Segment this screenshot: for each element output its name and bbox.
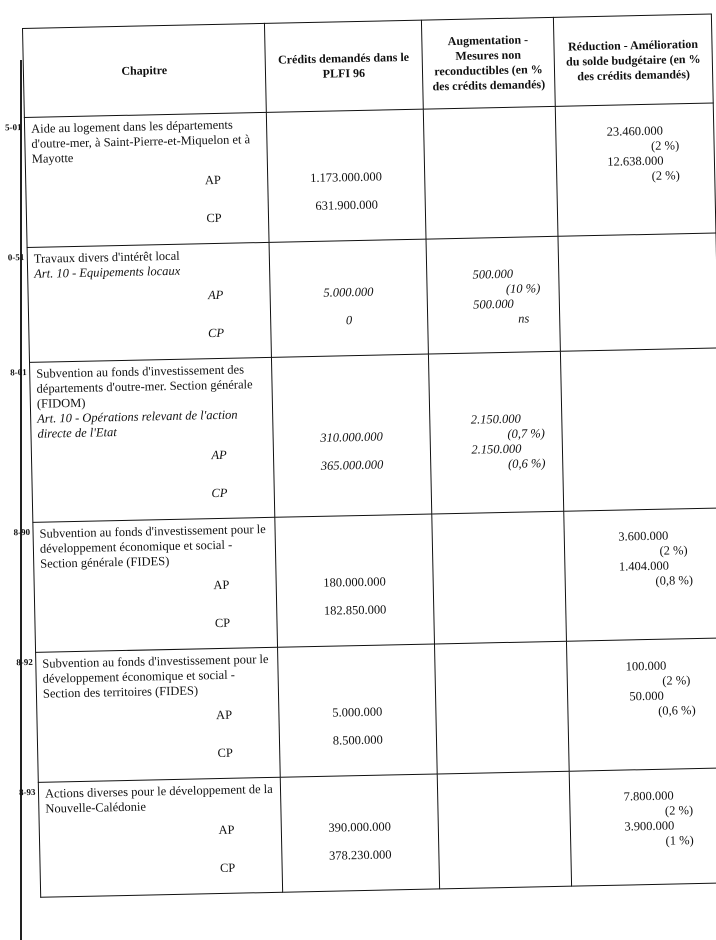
article-label: Art. 10 - Equipements locaux bbox=[34, 263, 181, 281]
aug-cp-pct: (0,6 %) bbox=[507, 456, 546, 471]
budget-table bbox=[4, 14, 716, 898]
ap-label: AP bbox=[213, 577, 230, 593]
article-label: Art. 10 - Opérations relevant de l'action directe de l'Etat bbox=[37, 407, 238, 441]
credits-cell bbox=[266, 109, 426, 242]
red-cp: 3.900.000 bbox=[624, 818, 675, 834]
chapter-code: 8-93 bbox=[18, 786, 36, 798]
credits-cp: 182.850.000 bbox=[323, 602, 387, 618]
reduction-cell bbox=[566, 638, 716, 771]
cp-label: CP bbox=[214, 615, 231, 631]
credits-ap: 310.000.000 bbox=[320, 429, 383, 445]
aug-ap-pct: (0,7 %) bbox=[507, 426, 546, 441]
red-ap-pct: (2 %) bbox=[650, 138, 680, 153]
ap-label: AP bbox=[218, 822, 235, 838]
chapter-code: 8-92 bbox=[16, 656, 33, 668]
credits-cp: 365.000.000 bbox=[320, 457, 384, 473]
credits-cell bbox=[271, 354, 432, 517]
reduction-cell bbox=[555, 103, 716, 236]
chapter-title: Travaux divers d'intérêt local bbox=[33, 248, 180, 266]
chapter-cell bbox=[7, 242, 271, 362]
credits-ap: 180.000.000 bbox=[323, 574, 386, 590]
table-row bbox=[30, 348, 716, 522]
ap-label: AP bbox=[211, 447, 227, 463]
cp-label: CP bbox=[211, 485, 228, 501]
ap-label: AP bbox=[215, 707, 233, 723]
augmentation-cell bbox=[423, 106, 558, 239]
red-cp: 12.638.000 bbox=[607, 153, 664, 169]
red-ap: 23.460.000 bbox=[606, 123, 664, 139]
red-ap-pct: (2 %) bbox=[659, 543, 688, 558]
red-cp-pct: (2 %) bbox=[651, 168, 680, 183]
aug-cp-pct: ns bbox=[518, 311, 530, 326]
red-ap: 7.800.000 bbox=[623, 788, 674, 804]
cp-label: CP bbox=[207, 325, 225, 341]
chapter-cell bbox=[4, 112, 268, 247]
red-ap-pct: (2 %) bbox=[662, 673, 691, 688]
red-cp: 1.404.000 bbox=[618, 558, 670, 574]
header-reduction: Réduction - Amélioration du solde budgétaire (en % des crédits demandés) bbox=[553, 14, 713, 106]
cp-label: CP bbox=[217, 745, 234, 761]
chapter-cell bbox=[16, 647, 280, 782]
red-cp: 50.000 bbox=[629, 688, 664, 704]
chapter-code: 8-90 bbox=[13, 526, 31, 538]
red-cp-pct: (0,8 %) bbox=[655, 573, 694, 588]
header-chapitre: Chapitre bbox=[23, 23, 266, 117]
reduction-cell bbox=[560, 348, 716, 511]
red-ap-pct: (2 %) bbox=[664, 803, 694, 818]
credits-ap: 5.000.000 bbox=[323, 284, 374, 300]
table-row bbox=[24, 103, 716, 247]
aug-ap-pct: (10 %) bbox=[505, 281, 541, 296]
reduction-cell bbox=[564, 508, 716, 641]
credits-cp: 0 bbox=[345, 313, 353, 328]
augmentation-cell bbox=[428, 351, 563, 514]
credits-ap: 1.173.000.000 bbox=[309, 169, 383, 185]
red-cp-pct: (1 %) bbox=[665, 833, 694, 848]
red-cp-pct: (0,6 %) bbox=[658, 703, 696, 718]
augmentation-cell bbox=[432, 511, 567, 644]
chapter-cell bbox=[18, 777, 282, 897]
chapter-code: 0-51 bbox=[7, 252, 25, 263]
chapter-code: 8-01 bbox=[10, 366, 27, 378]
augmentation-cell bbox=[435, 641, 570, 774]
ap-label: AP bbox=[204, 172, 222, 188]
chapter-cell bbox=[13, 517, 277, 652]
chapter-title: Subvention au fonds d'investissement pour le développement économique et social - Section des territoires (FIDES) bbox=[42, 651, 269, 701]
reduction-cell bbox=[569, 768, 716, 886]
header-credits: Crédits demandés dans le PLFI 96 bbox=[264, 20, 423, 112]
credits-ap: 5.000.000 bbox=[332, 704, 383, 720]
chapter-title: Aide au logement dans les départements d'outre-mer, à Saint-Pierre-et-Miquelon et à Mayotte bbox=[30, 117, 251, 166]
table-row bbox=[33, 508, 716, 652]
aug-cp: 2.150.000 bbox=[471, 441, 522, 457]
aug-ap: 500.000 bbox=[472, 266, 514, 282]
table-row bbox=[27, 233, 716, 362]
credits-cp: 8.500.000 bbox=[332, 732, 383, 748]
credits-cell bbox=[280, 774, 440, 892]
augmentation-cell bbox=[437, 771, 571, 889]
cp-label: CP bbox=[219, 860, 236, 876]
credits-cell bbox=[269, 239, 429, 357]
table-row bbox=[36, 638, 716, 782]
chapter-title: Subvention au fonds d'investissement des départements d'outre-mer. Section générale (FIDOM) bbox=[36, 362, 253, 411]
table-row bbox=[38, 768, 716, 897]
header-augmentation: Augmentation - Mesures non reconductibles (en % des crédits demandés) bbox=[421, 17, 555, 109]
cp-label: CP bbox=[206, 210, 222, 226]
red-ap: 100.000 bbox=[625, 658, 667, 674]
red-ap: 3.600.000 bbox=[618, 528, 669, 544]
chapter-cell bbox=[10, 357, 275, 522]
credits-cp: 378.230.000 bbox=[328, 847, 392, 863]
credits-cp: 631.900.000 bbox=[315, 197, 379, 213]
ap-label: AP bbox=[207, 287, 224, 303]
reduction-cell bbox=[558, 233, 716, 351]
credits-cell bbox=[274, 514, 434, 647]
aug-ap: 2.150.000 bbox=[470, 411, 521, 427]
chapter-title: Subvention au fonds d'investissement pour le développement économique et social - Section générale (FIDES) bbox=[39, 522, 266, 571]
augmentation-cell bbox=[426, 236, 560, 354]
chapter-title: Actions diverses pour le développement de la Nouvelle-Calédonie bbox=[44, 781, 273, 816]
chapter-code: 5-01 bbox=[4, 122, 22, 133]
credits-ap: 390.000.000 bbox=[328, 819, 392, 835]
aug-cp: 500.000 bbox=[472, 296, 514, 312]
credits-cell bbox=[277, 644, 437, 777]
page-edge bbox=[20, 60, 22, 940]
